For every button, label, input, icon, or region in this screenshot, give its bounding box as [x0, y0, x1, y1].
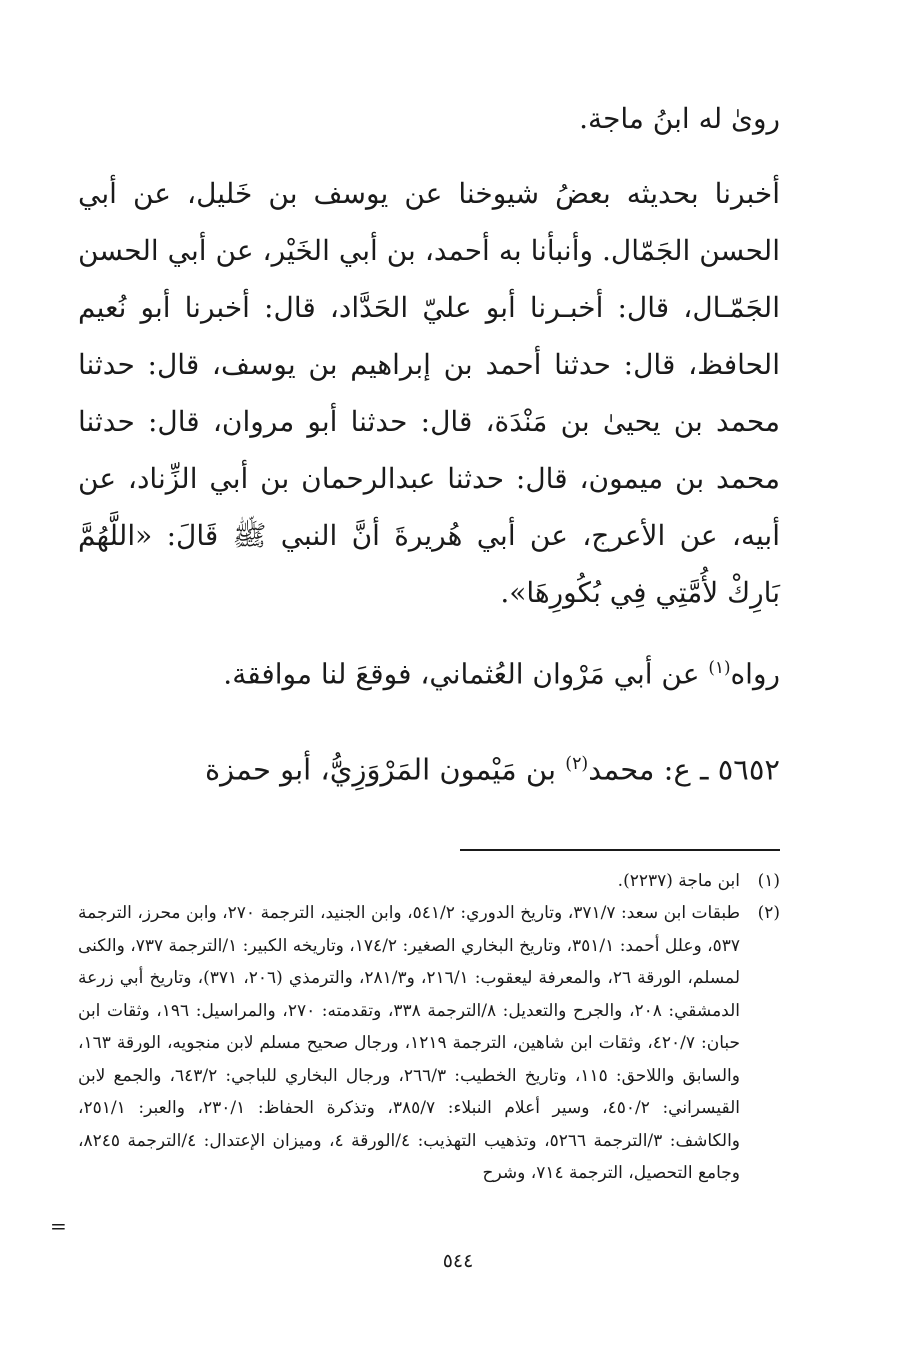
page-number: ٥٤٤ — [442, 1250, 474, 1272]
footnote-ref-1[interactable]: (١) — [708, 657, 731, 677]
biography-entry-heading — [78, 736, 780, 799]
entry-number: ٥٦٥٢ ـ ع: محمد — [588, 752, 780, 787]
hadith-paragraph: أخبرنا بحديثه بعضُ شيوخنا عن يوسف بن خَليل، عن أبي الحسن الجَمّال. وأنبأنا به أحمد، بن أبي الخَيْر، عن أبي الحسن الجَمّـال، قال: أخبـرنا أبو عليّ الحَدَّاد، قال: أخبرنا أبو نُعيم الحافظ، قال: حدثنا أحمد بن إبراهيم بن يوسف، قال: حدثنا محمد بن يحيىٰ بن مَنْدَة، قال: حدثنا أبو مروان، قال: حدثنا محمد بن ميمون، قال: حدثنا عبدالرحمان بن أبي الزِّناد، عن أبيه، عن الأعرج، عن أبي هُريرةَ أنَّ النبي ﷺ قَالَ: «اللَّهُمَّ بَارِكْ لأُمَّتِي فِي بُكُورِهَا». — [78, 177, 780, 609]
footnote-divider — [460, 849, 780, 851]
continuation-mark: = — [50, 1214, 67, 1238]
narration-text-start: رواه — [730, 657, 780, 691]
page — [78, 70, 780, 1310]
footnote-ref-2[interactable]: (٢) — [565, 754, 589, 775]
footnote-number: (٢) — [757, 903, 780, 924]
intro-line: روىٰ له ابنُ ماجة. — [579, 102, 780, 135]
entry-name: بن مَيْمون المَرْوَزِيُّ، أبو حمزة — [204, 752, 566, 787]
narration-paragraph — [78, 639, 780, 702]
footnote-text: ابن ماجة (٢٢٣٧). — [617, 870, 740, 891]
main-text — [78, 90, 780, 799]
footnote-number: (١) — [757, 870, 780, 891]
footnote-1 — [78, 865, 780, 898]
footnote-2 — [78, 897, 780, 1190]
footnotes — [78, 865, 780, 1190]
footnote-text: طبقات ابن سعد: ٣٧١/٧، وتاريخ الدوري: ٥٤١/٢، وابن الجنيد، الترجمة ٢٧٠، وابن محرز، الترجمة ٥٣٧، وعلل أحمد: ٣٥١/١، وتاريخ البخاري الصغير: ١٧٤/٢، وتاريخه الكبير: ١/الترجمة ٧٣٧، والكنى لمسلم، الورقة ٢٦، والمعرفة ليعقوب: ٢١٦/١، و٢٨١/٣، والترمذي (٢٠٦، ٣٧١)، وتاريخ أبي زرعة الدمشقي: ٢٠٨، والجرح والتعديل: ٨/الترجمة ٣٣٨، وتقدمته: ٢٧٠، والمراسيل: ١٩٦، وثقات ابن حبان: ٤٢٠/٧، وثقات ابن شاهين، الترجمة ١٢١٩، ورجال صحيح مسلم لابن منجويه، الورقة ١٦٣، والسابق واللاحق: ١١٥، وتاريخ الخطيب: ٢٦٦/٣، ورجال البخاري للباجي: ٦٤٣/٢، والجمع لابن القيسراني: ٤٥٠/٢، وسير أعلام النبلاء: ٣٨٥/٧، وتذكرة الحفاظ: ٢٣٠/١، والعبر: ٢٥١/١، والكاشف: ٣/الترجمة ٥٢٦٦، وتذهيب التهذيب: ٤/الورقة ٤، وميزان الإعتدال: ٤/الترجمة ٨٢٤٥، وجامع التحصيل، الترجمة ٧١٤، وشرح — [78, 903, 741, 1184]
narration-text-end: عن أبي مَرْوان العُثماني، فوقعَ لنا موافقة. — [223, 657, 709, 691]
